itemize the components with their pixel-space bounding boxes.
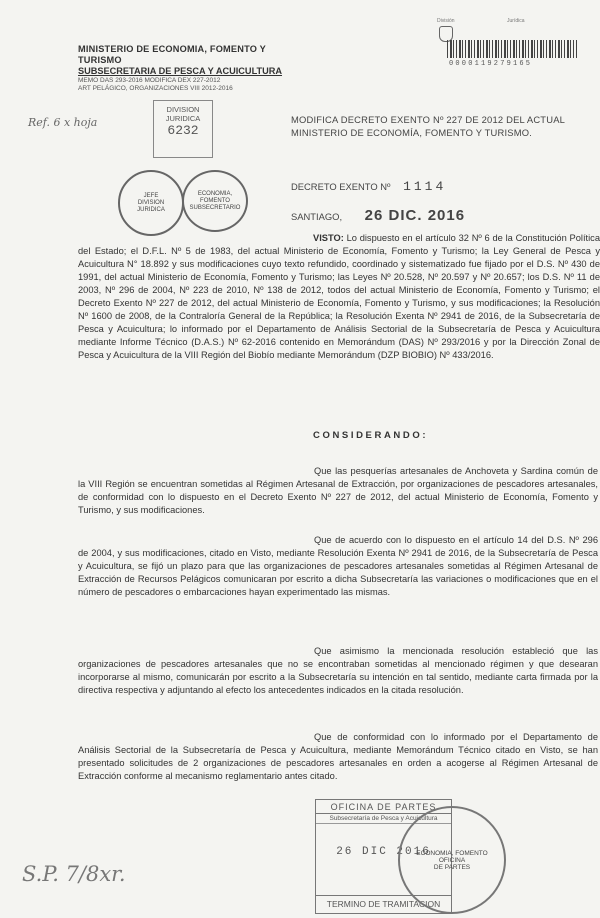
stamp-number: 6232 <box>167 123 199 138</box>
visto-paragraph <box>78 232 600 362</box>
division-juridica-stamp <box>153 100 213 158</box>
signature-initials: S.P. 7/8xr. <box>22 862 126 886</box>
stamp-line: ECONOMIA, FOMENTO <box>416 849 488 857</box>
stamp-line: JURIDICA <box>165 114 201 123</box>
decree-number-line <box>291 179 446 194</box>
date-line <box>291 207 465 224</box>
stamp-date: 26 DIC 2016 <box>336 846 431 858</box>
stamp-line: OFICINA <box>438 856 466 864</box>
considerando-paragraph-1: Que las pesquerías artesanales de Anchoveta y Sardina común de la VIII Región se encuentran sometidas al Régimen Artesanal de Extracción, por organizaciones de pescadores artesanales, de conformidad con lo dispuesto en el Decreto Exento Nº 227 de 2012, del actual Ministerio de Economía, Fomento y Turismo, y sus modificaciones. <box>78 466 598 516</box>
considerando-paragraph-4: Que de conformidad con lo informado por el Departamento de Análisis Sectorial de la Subsecretaría de Pesca y Acuicultura, mediante Memorándum Técnico citado en Visto, se han presentado solicitudes de 2 organizaciones de pescadores artesanales en orden a acogerse al Régimen Artesanal de Extracción conforme al mecanismo reglamentario antes citado. <box>78 732 598 782</box>
city-label: SANTIAGO, <box>291 211 343 222</box>
decree-title: MODIFICA DECRETO EXENTO Nº 227 DE 2012 DEL ACTUAL MINISTERIO DE ECONOMÍA, FOMENTO Y TURISMO. <box>291 114 565 138</box>
considerando-paragraph-2: Que de acuerdo con lo dispuesto en el artículo 14 del D.S. Nº 296 de 2004, y sus modificaciones, citado en Visto, mediante Resolución Exenta Nº 2941 de 2016, de la Subsecretaría de Pesca y Acuicultura, se fijó un plazo para que las organizaciones de pescadores artesanales sometidas al Régimen Artesanal de Extracción de Recursos Pelágicos comunicaran por escrito a dicha Subsecretaría las variaciones o modificaciones que en el número de pescadores o embarcaciones hayan experimentado las mismas. <box>78 535 598 598</box>
decree-number: 1114 <box>403 179 447 194</box>
reference-line-1: MEMO DAS 293-2016 MODIFICA DEX 227-2012 <box>78 77 221 84</box>
barcode-number: 0000119279165 <box>449 60 533 68</box>
stamp-line: SUBSECRETARIO <box>189 204 241 211</box>
juridica-label: Jurídica <box>507 18 525 24</box>
decree-label: DECRETO EXENTO Nº <box>291 181 391 192</box>
stamp-title: OFICINA DE PARTES <box>316 800 451 814</box>
barcode-icon <box>447 40 577 58</box>
subsecretaria-name: SUBSECRETARIA DE PESCA Y ACUICULTURA <box>78 66 283 76</box>
oficina-circle-stamp <box>398 806 506 914</box>
jefe-division-stamp <box>118 170 184 236</box>
registry-code-box <box>437 4 597 76</box>
considerando-paragraph-3: Que asimismo la mencionada resolución estableció que las organizaciones de pescadores artesanales que no se encontraban sometidas al mencionado régimen y que desearan incorporarse al mismo, comunicarán por escrito a la Subsecretaría su intención en tal sentido, mediante carta firmada por la directiva respectiva y adjuntando al efecto los antecedentes indicados en la citada resolución. <box>78 646 598 696</box>
visto-label: VISTO: <box>313 233 344 243</box>
ministry-name: MINISTERIO DE ECONOMIA, FOMENTO Y TURISMO <box>78 44 266 65</box>
stamp-bottom: TERMINO DE TRAMITACION <box>316 895 451 909</box>
visto-text: Lo dispuesto en el artículo 32 Nº 6 de la Constitución Política del Estado; el D.F.L. Nº 5 de 1983, del actual Ministerio de Economía, Fomento y Turismo; la Ley General de Pesca y Acuicultura N° 18.892 y sus modificaciones cuyo texto refundido, coordinado y sistematizado fue fijado por el D.S. Nº 430 de 1991, del actual Ministerio de Economía, Fomento y Turismo; las Leyes Nº 20.528, Nº 20.597 y Nº 20.657; los D.S. Nº 11 de 2003, Nº 296 de 2004, Nº 223 de 2010, Nº 138 de 2012, todos del actual Ministerio de Economía, Fomento y Turismo; el Decreto Exento Nº 227 de 2012, del actual Ministerio de Economía, Fomento y Turismo, y sus modificaciones; la Resolución Nº 1600 de 2008, de la Contraloría General de la República; la Resolución Exenta Nº 2941 de 2016, de la Subsecretaría de Pesca y Acuicultura; lo informado por el Departamento de Análisis Sectorial de la Subsecretaría de Pesca y Acuicultura mediante Informe Técnico (D.A.S.) Nº 62-2016 contenido en Memorándum (DAS) Nº 293/2016 y por la Dirección Zonal de Pesca y Acuicultura de la VIII Región del Biobío mediante Memorándum (DZP BIOBIO) Nº 433/2016. <box>78 233 600 361</box>
subsecretario-stamp <box>182 170 248 232</box>
stamp-line: DE PARTES <box>433 863 471 871</box>
considerando-heading: CONSIDERANDO: <box>313 430 429 441</box>
stamp-line: DIVISION <box>166 105 200 114</box>
division-label: División <box>437 18 455 24</box>
letterhead <box>78 44 308 93</box>
stamp-line: JEFE <box>143 192 159 199</box>
stamp-line: JURIDICA <box>137 206 165 213</box>
stamp-line: ECONOMIA, FOMENTO <box>197 190 233 204</box>
margin-note: Ref. 6 x hoja <box>28 116 98 129</box>
stamp-subtitle: Subsecretaría de Pesca y Acuicultura <box>316 814 451 824</box>
stamp-line: DIVISION <box>137 199 165 206</box>
reference-line-2: ART PELÁGICO, ORGANIZACIONES VIII 2012-2016 <box>78 85 233 92</box>
decree-date: 26 DIC. 2016 <box>364 207 466 224</box>
